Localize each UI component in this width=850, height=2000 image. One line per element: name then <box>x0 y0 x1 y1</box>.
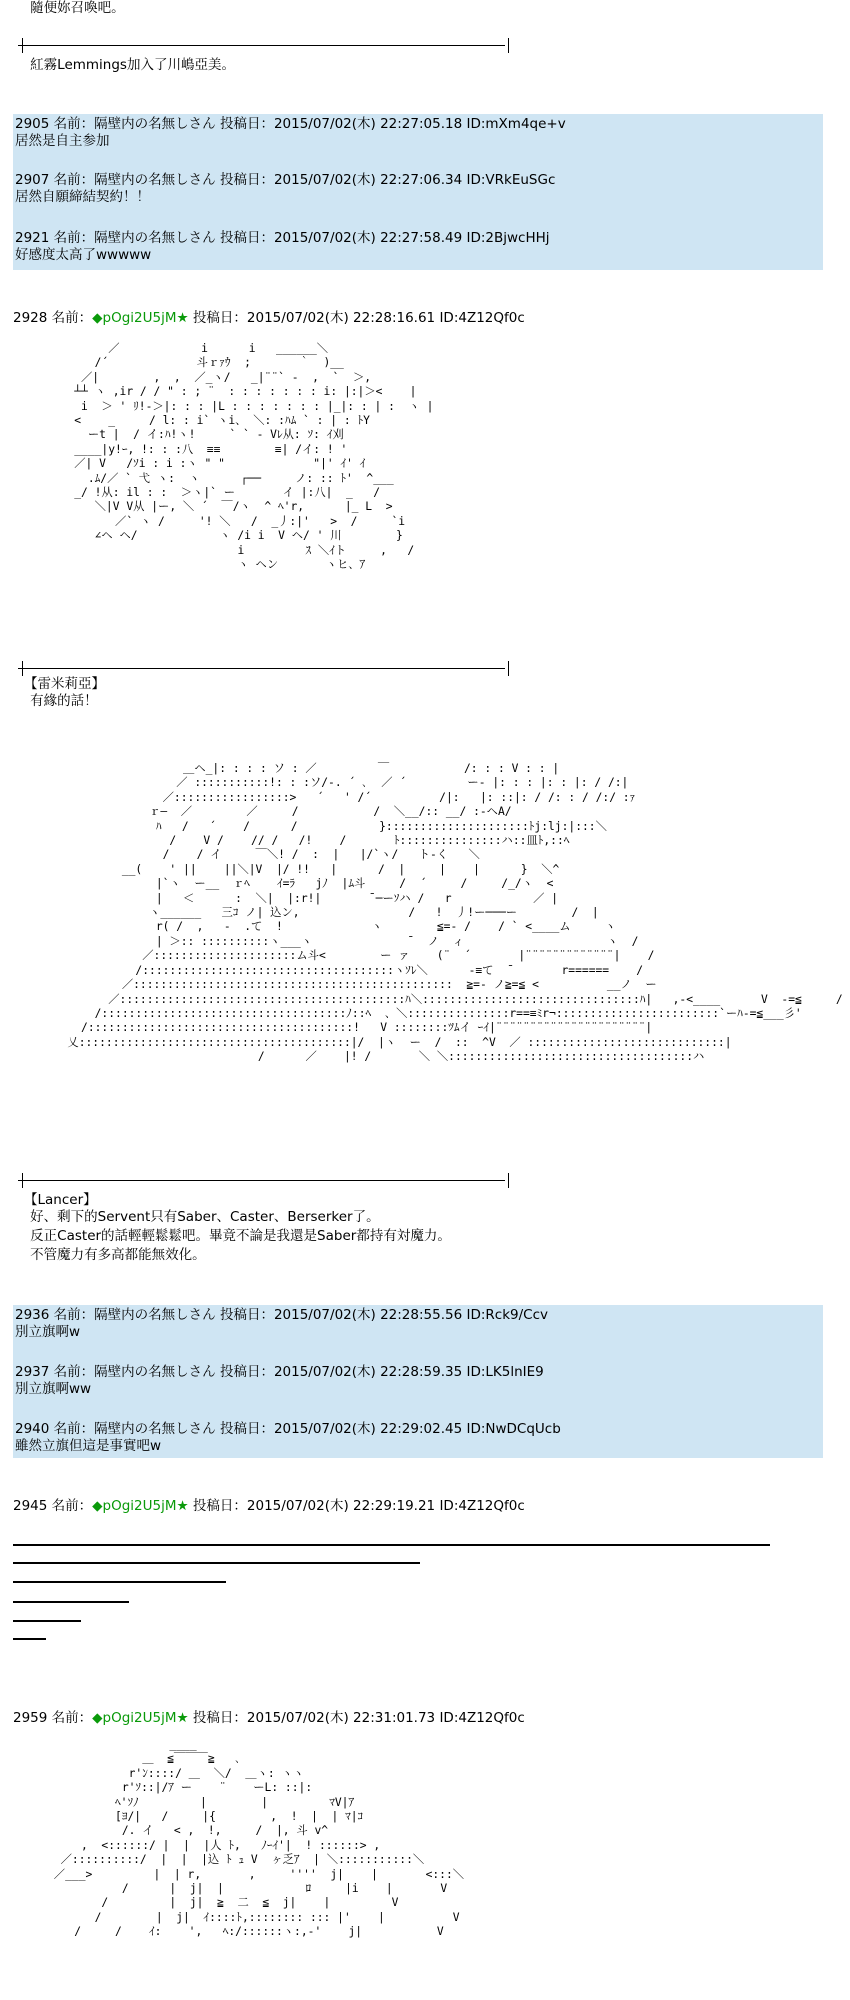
divider-rule <box>18 668 505 669</box>
ascii-art-lancer: ＿ヘ_|: : : : ソ : ／ ￣ /: : : V : : | ／ :::::::::::!: : :ソ/‐. ´ ､ ／ ´ ー- |: : : |: : |: / /:| ／:::::::::::::::::> ´ ' /´ /|: |: ::|: / /: : / /:/ :ｧ ｒ― ／ ／ / / ＼__/:: __/ :-ヘA/ ﾊ / ´ / / }:::::::::::::::::::::ﾄj:lj:|:::＼ / V / // / /! / ﾄ:::::::::::::::ハ::皿ﾄ,::ﾍ / / イ ￣＼! / : | |/`ヽ/ ト-く ＼ __( ' || ||＼|V |/ !! | / | | | } ＼^ |`ヽ ー__ ｒﾍ ｲ=ﾗ jﾉ |ﾑ斗 / ´ / /_/ヽ < | ＜ : ＼| |:r!| ̄ ─ーｿハ / r ／ | ヽ______ 三ｺ ノ| 込ン, / ! 丿!ー───ー / | r( / , - .て ! ヽ ≦=- / / ` <____ム ヽ | ＞:: ::::::::::ヽ___ヽ ̄ ノ ィ ヽ / ／:::::::::::::::::::::ム斗< ー ァ (¨ ´ |¨¨¨¨¨¨¨¨¨¨¨¨¨| / /:::::::::::::::::::::::::::::::::::::ヽｿﾚ＼ -≡て ̄ r====== / ／::::::::::::::::::::::::::::::::::::::::::::::: ≧=- ノ≧=≦ < __ノ ー ／::::::::::::::::::::::::::::::::::::::::::ﾊ＼::::::::::::::::::::::::::::::::ﾊ| ,-<____ V -=≦ / /::::::::::::::::::::::::::::::::::::ﾉ::ﾍ 、＼:::::::::::::::r==≡ﾐr¬::::::::::::::::::::::::`ーﾊ-=≦___彡' /:::::::::::::::::::::::::::::::::::::::! V ::::::::ﾂﾑイ ｰｲ|¨¨¨¨¨¨¨¨¨¨¨¨¨¨¨¨¨¨¨¨¨¨| 乂::::::::::::::::::::::::::::::::::::::::|/ |ヽ ー / :: ^V ／ :::::::::::::::::::::::::::::| / ／ |! / ＼ ＼::::::::::::::::::::::::::::::::::::ハ <box>67 762 843 1064</box>
story-line: 紅霧Lemmings加入了川嶋亞美。 <box>13 57 235 73</box>
divider-tick <box>22 38 23 53</box>
star-icon: ★ <box>176 1710 189 1726</box>
tripcode[interactable]: ◆pOgi2U5jM <box>92 1498 177 1514</box>
separator-line <box>13 1581 226 1583</box>
speaker-name: 【雷米莉亞】 <box>24 676 105 692</box>
tripcode[interactable]: ◆pOgi2U5jM <box>92 310 177 326</box>
dialogue-line: 不管魔力有多高都能無效化。 <box>13 1247 206 1263</box>
divider-tick <box>508 1173 509 1188</box>
separator-line <box>13 1638 46 1640</box>
ascii-art-character: ____ ＿ ≦￣￣￣≧ ､ r'ﾝ::::/ ＿ ＼/ ＿ヽ: ヽヽ r'ｿ::|/ｱ ー ¨ ーL: ::|: ﾍ'ｿﾉ | | ﾏV|ｱ [ﾖ/| / |{ , ! | | ﾏ|ｺ /. イ < , !, / |, 斗 v^ , <::::::/ | | |人 ﾄ, ﾉｰｲ'| ! ::::::> , ／::::::::::/ | | |込 ﾄ ｭ V ヶ乏ｱ | ＼:::::::::::＼ ／___> | | r, , '''' j| | <:::＼ / | j| | ﾛ |i | V / | j| ≧ 二 ≦ j| | V / | j| ｲ::::ﾄ,:::::::: ::: |' | V / / ｲ: ', ﾍ:/::::::ヽ:,-' j| V <box>53 1738 465 1939</box>
post-number: 2945 名前： <box>13 1498 93 1514</box>
post-header: 2937 名前：隔壁内の名無しさん 投稿日：2015/07/02(木) 22:28:59.35 ID:LK5lnIE9 <box>15 1364 544 1380</box>
divider-tick <box>22 661 23 676</box>
post-number: 2959 名前： <box>13 1710 93 1726</box>
post-body: 別立旗啊w <box>15 1324 81 1340</box>
dialogue-line: 反正Caster的話輕輕鬆鬆吧。畢竟不論是我還是Saber都持有対魔力。 <box>13 1228 451 1244</box>
author-post-header <box>13 310 525 327</box>
post-body: 好感度太高了wwwww <box>15 247 152 263</box>
story-line: 隨便妳召喚吧。 <box>13 0 125 16</box>
post-header: 2905 名前：隔壁内の名無しさん 投稿日：2015/07/02(木) 22:27:05.18 ID:mXm4qe+v <box>15 116 566 132</box>
post-number: 2928 名前： <box>13 310 93 326</box>
dialogue-line: 有緣的話！ <box>13 693 98 709</box>
divider-tick <box>508 38 509 53</box>
star-icon: ★ <box>176 310 189 326</box>
reply-group <box>13 1305 823 1458</box>
separator-line <box>13 1544 770 1546</box>
post-header: 2921 名前：隔壁内の名無しさん 投稿日：2015/07/02(木) 22:27:58.49 ID:2BjwcHHj <box>15 230 550 246</box>
post-meta: 投稿日：2015/07/02(木) 22:31:01.73 ID:4Z12Qf0c <box>188 1710 525 1726</box>
post-header: 2936 名前：隔壁内の名無しさん 投稿日：2015/07/02(木) 22:28:55.56 ID:Rck9/Ccv <box>15 1307 548 1323</box>
author-post-header <box>13 1710 525 1727</box>
post-body: 別立旗啊ww <box>15 1381 92 1397</box>
speaker-name: 【Lancer】 <box>24 1192 97 1208</box>
divider-tick <box>22 1173 23 1188</box>
divider-tick <box>508 661 509 676</box>
separator-line <box>13 1601 129 1603</box>
post-meta: 投稿日：2015/07/02(木) 22:29:19.21 ID:4Z12Qf0c <box>188 1498 525 1514</box>
ascii-art-remilia: ／ i i ______＼ /´ 斗ｒｧｳ ; ｀ )__ ／| , , ／_ヽ/ _|¨¨` - , ` ＞, ┴┴ ヽ ,ir / / " : ; ¨ : : : : : : : i: |:|＞< | i ＞ ' ﾘ!-＞|: : : |L : : : : : : : |_|: : | : ヽ | < _ / l: : i` ヽi、 ＼: :ﾊﾑ ` : | : ﾄY ーt | / イ:ﾊ!ヽ! ` ` - Vﾚ从: ｿ: ｲ刈 ____|y!ｰ, !: : :八 ≡≡ ≡| /イ: ! ' ／| V /ｿi : i :ヽ " " "|' ｲ' ｲ .ﾑ/／ ` 弋 ヽ: ヽ ┌── ノ: :: ﾄ' ^___ _/ !从: il : : ＞ヽ|` ー イ |:八| _ / ＼|V V从 |ー, ＼ ´ ￣/ヽ ^ ﾍ'r, |_ L > ／` ヽ / '! ＼ / _丿:|' > / `i ∠ヘ ヘ/ ヽ /i i V ヘ/ ' 川 } i ｽ ＼ｲト , / ヽ ヘン ヽヒ、ｱ <box>74 342 434 572</box>
post-header: 2907 名前：隔壁内の名無しさん 投稿日：2015/07/02(木) 22:27:06.34 ID:VRkEuSGc <box>15 172 556 188</box>
author-post-header <box>13 1498 525 1515</box>
post-body: 居然自願締結契約！！ <box>15 189 150 205</box>
post-body: 雖然立旗但這是事實吧w <box>15 1438 162 1454</box>
dialogue-line: 好、剩下的Servent只有Saber、Caster、Berserker了。 <box>13 1209 380 1225</box>
post-meta: 投稿日：2015/07/02(木) 22:28:16.61 ID:4Z12Qf0c <box>188 310 525 326</box>
divider-rule <box>18 45 505 46</box>
separator-line <box>13 1620 81 1622</box>
post-body: 居然是自主参加 <box>15 133 110 149</box>
star-icon: ★ <box>176 1498 189 1514</box>
post-header: 2940 名前：隔壁内の名無しさん 投稿日：2015/07/02(木) 22:29:02.45 ID:NwDCqUcb <box>15 1421 561 1437</box>
separator-line <box>13 1562 420 1564</box>
reply-group <box>13 114 823 270</box>
divider-rule <box>18 1180 505 1181</box>
tripcode[interactable]: ◆pOgi2U5jM <box>92 1710 177 1726</box>
